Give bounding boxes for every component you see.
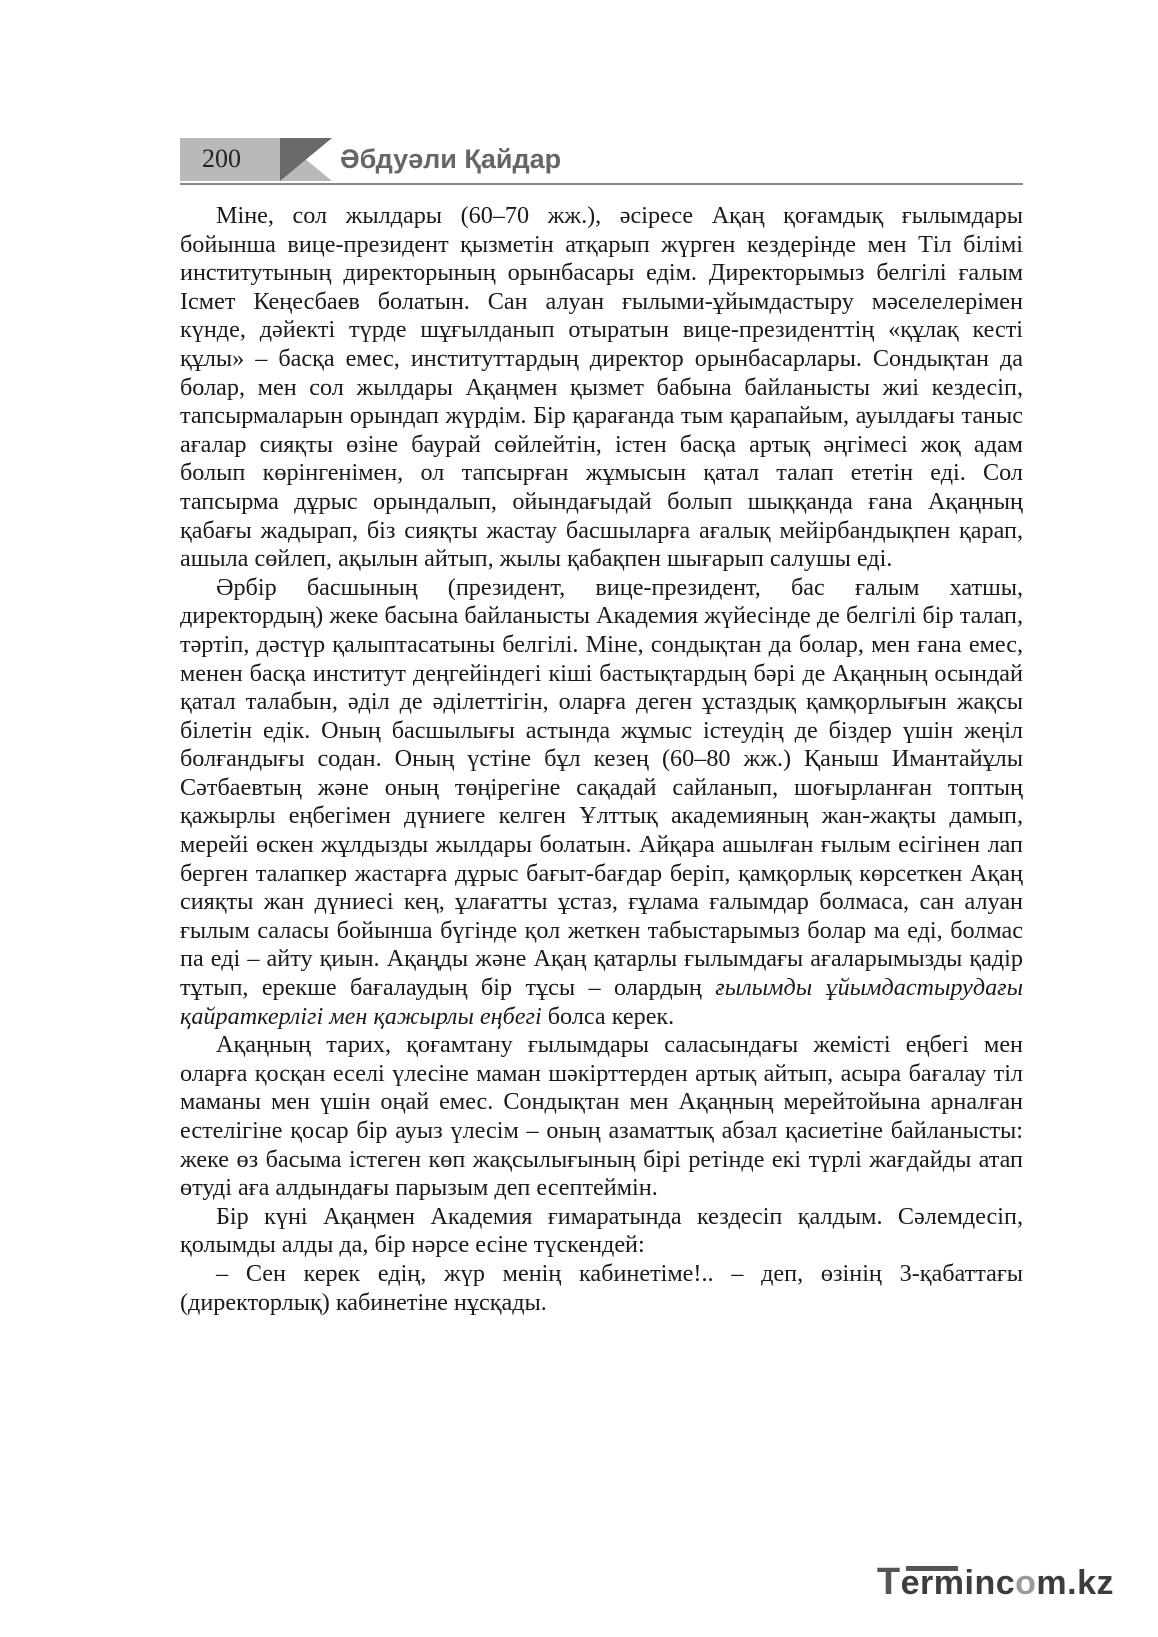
page-header	[180, 138, 1023, 188]
tab-arrow-dark	[280, 138, 332, 181]
paragraph-2-text: Әрбір басшының (президент, вице-президент, бас ғалым хатшы, директордың) жеке басына байланысты Академия жүйесінде де белгілі бір талап, тәртіп, дәстүр қалыптасатыны белгілі. Міне, сондықтан да болар, мен ғана емес, менен басқа институт деңгейіндегі кіші бастықтардың бәрі де Ақаңның осындай қатал талабын, әділ де әділеттігін, оларға деген ұстаздық қамқорлығын жақсы білетін едік. Оның басшылығы астында жұмыс істеудің де біздер үшін жеңіл болғандығы содан. Оның үстіне бұл кезең (60–80 жж.) Қаныш Имантайұлы Сәтбаевтың және оның төңірегіне сақадай сайланып, шоғырланған топтың қажырлы еңбегімен дүниеге келген Ұлттық академияның жан-жақты дамып, мерейі өскен жұлдызды жылдары болатын. Айқара ашылған ғылым есігінен лап берген талапкер жастарға дұрыс бағыт-бағдар беріп, қамқорлық көрсеткен Ақаң сияқты жан дүниесі кең, ұлағатты ұстаз, ғұлама ғалымдар болмаса, сан алуан ғылым саласы бойынша бүгінде қол жеткен табыстарымыз болар ма еді, болмас па еді – айту қиын. Ақаңды және Ақаң қатарлы ғылымдағы ағаларымызды қадір тұтып, ерекше бағалаудың бір тұсы – олардың	[180, 573, 1023, 1002]
page-number: 200	[202, 144, 241, 173]
paragraph-2-end: болса керек.	[541, 1002, 675, 1030]
watermark-logo: Termincom.kz	[876, 1561, 1114, 1603]
running-title: Әбдуәли Қайдар	[340, 144, 562, 174]
paragraph-2-italic: ғылымды ұйымдастырудағы қайраткерлігі мен қажырлы еңбегі	[180, 974, 1023, 1030]
paragraph-1: Міне, сол жылдары (60–70 жж.), әсіресе Ақаң қоғамдық ғылымдары бойынша вице-президент қызметін атқарып жүрген кездерінде мен Тіл білімі институтының директорының орынбасары едім. Директорымыз белгілі ғалым Ісмет Кеңесбаев болатын. Сан алуан ғылыми-ұйымдастыру мәселелерімен күнде, дәйекті түрде шұғылданып отыратын вице-президенттің «құлақ кесті құлы» – басқа емес, институттардың директор орынбасарлары. Сондықтан да болар, мен сол жылдары Ақаңмен қызмет бабына байланысты жиі кездесіп, тапсырмаларын орындап жүрдім. Бір қарағанда тым қарапайым, ауылдағы таныс ағалар сияқты өзіне баурай сөйлейтін, істен басқа артық әңгімесі жоқ адам болып көрінгенімен, ол тапсырған жұмысын қатал талап ететін еді. Сол тапсырма дұрыс орындалып, ойындағыдай болып шыққанда ғана Ақаңның қабағы жадырап, біз сияқты жастау басшыларға ағалық мейірбандықпен қарап, ашыла сөйлеп, ақылын айтып, жылы қабақпен шығарып салушы еді.	[180, 202, 1023, 573]
paragraph-5: – Сен керек едің, жүр менің кабинетіме!.. – деп, өзінің 3-қабаттағы (директорлық) кабинетіне нұсқады.	[180, 1259, 1023, 1316]
paragraph-2	[180, 574, 1023, 1032]
body-text	[180, 202, 1023, 1317]
header-rule	[180, 183, 1023, 185]
paragraph-3: Ақаңның тарих, қоғамтану ғылымдары саласындағы жемісті еңбегі мен оларға қосқан еселі үлесіне маман шәкірттерден артық айтып, асыра бағалау тіл маманы мен үшін оңай емес. Сондықтан мен Ақаңның мерейтойына арналған естелігіне қосар бір ауыз үлесім – оның азаматтық абзал қасиетіне байланысты: жеке өз басыма істеген көп жақсылығының бірі ретінде екі түрлі жағдайды атап өтуді аға алдындағы парызым деп есептеймін.	[180, 1031, 1023, 1202]
paragraph-4: Бір күні Ақаңмен Академия ғимаратында кездесіп қалдым. Сәлемдесіп, қолымды алды да, бір нәрсе есіне түскендей:	[180, 1202, 1023, 1259]
